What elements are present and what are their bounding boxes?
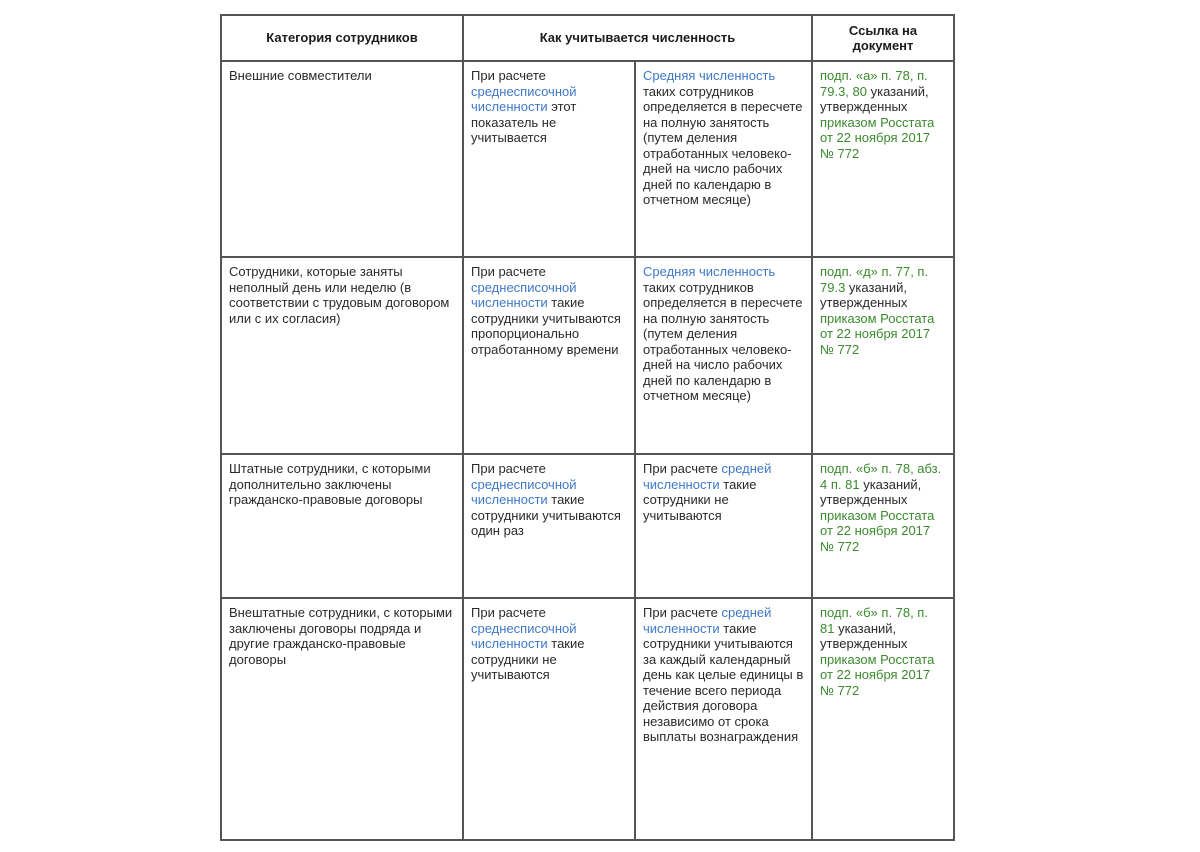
avg-list-link[interactable]: среднесписочной численности: [471, 476, 577, 507]
avg-list-link[interactable]: среднесписочной численности: [471, 279, 577, 310]
headcount-table: [220, 14, 955, 841]
ref-link-order[interactable]: приказом Росстата от 22 ноября 2017 № 772: [820, 651, 935, 698]
header-document-ref: Ссылка на документ: [812, 15, 954, 61]
avg-list-cell: При расчете среднесписочной численности такие сотрудники учитываются один раз: [463, 454, 635, 598]
category-cell: Сотрудники, которые заняты неполный день или неделю (в соответствии с трудовым договором или с их согласия): [221, 257, 463, 454]
ref-link-order[interactable]: приказом Росстата от 22 ноября 2017 № 772: [820, 310, 935, 357]
ref-link-points[interactable]: подп. «а» п. 78, п. 79.3, 80: [820, 68, 928, 99]
table-row: [221, 61, 954, 257]
ref-cell: подп. «б» п. 78, п. 81 указаний, утвержденных приказом Росстата от 22 ноября 2017 № 772: [812, 598, 954, 840]
category-cell: Внештатные сотрудники, с которыми заключены договоры подряда и другие гражданско-правовые договоры: [221, 598, 463, 840]
ref-link-points[interactable]: подп. «б» п. 78, абз. 4 п. 81: [820, 461, 942, 492]
ref-link-points[interactable]: подп. «б» п. 78, п. 81: [820, 605, 928, 636]
avg-cell: При расчете средней численности такие сотрудники учитываются за каждый календарный день как целые единицы в течение всего периода действия договора независимо от срока выплаты вознаграждения: [635, 598, 812, 840]
ref-link-points[interactable]: подп. «д» п. 77, п. 79.3: [820, 264, 929, 295]
avg-list-link[interactable]: среднесписочной численности: [471, 83, 577, 114]
ref-link-order[interactable]: приказом Росстата от 22 ноября 2017 № 772: [820, 114, 935, 161]
avg-link[interactable]: Средняя численность: [643, 68, 776, 83]
category-cell: Штатные сотрудники, с которыми дополнительно заключены гражданско-правовые договоры: [221, 454, 463, 598]
table-header-row: [221, 15, 954, 61]
category-cell: Внешние совместители: [221, 61, 463, 257]
ref-cell: подп. «д» п. 77, п. 79.3 указаний, утвержденных приказом Росстата от 22 ноября 2017 № 772: [812, 257, 954, 454]
ref-cell: подп. «б» п. 78, абз. 4 п. 81 указаний, утвержденных приказом Росстата от 22 ноября 2017 № 772: [812, 454, 954, 598]
avg-cell: При расчете средней численности такие сотрудники не учитываются: [635, 454, 812, 598]
avg-link[interactable]: Средняя численность: [643, 264, 776, 279]
avg-cell: Средняя численность таких сотрудников определяется в пересчете на полную занятость (путем деления отработанных человеко-дней на число рабочих дней по календарю в отчетном месяце): [635, 257, 812, 454]
avg-list-cell: При расчете среднесписочной численности такие сотрудники учитываются пропорционально отработанному времени: [463, 257, 635, 454]
header-category: Категория сотрудников: [221, 15, 463, 61]
avg-list-link[interactable]: среднесписочной численности: [471, 620, 577, 651]
ref-link-order[interactable]: приказом Росстата от 22 ноября 2017 № 772: [820, 507, 935, 554]
avg-cell: Средняя численность таких сотрудников определяется в пересчете на полную занятость (путем деления отработанных человеко-дней на число рабочих дней по календарю в отчетном месяце): [635, 61, 812, 257]
avg-list-cell: При расчете среднесписочной численности этот показатель не учитывается: [463, 61, 635, 257]
avg-link[interactable]: средней численности: [643, 605, 772, 636]
table-row: [221, 454, 954, 598]
table-row: [221, 598, 954, 840]
avg-list-cell: При расчете среднесписочной численности такие сотрудники не учитываются: [463, 598, 635, 840]
header-how-counted: Как учитывается численность: [463, 15, 812, 61]
ref-cell: подп. «а» п. 78, п. 79.3, 80 указаний, утвержденных приказом Росстата от 22 ноября 2017 № 772: [812, 61, 954, 257]
table-row: [221, 257, 954, 454]
avg-link[interactable]: средней численности: [643, 461, 772, 492]
